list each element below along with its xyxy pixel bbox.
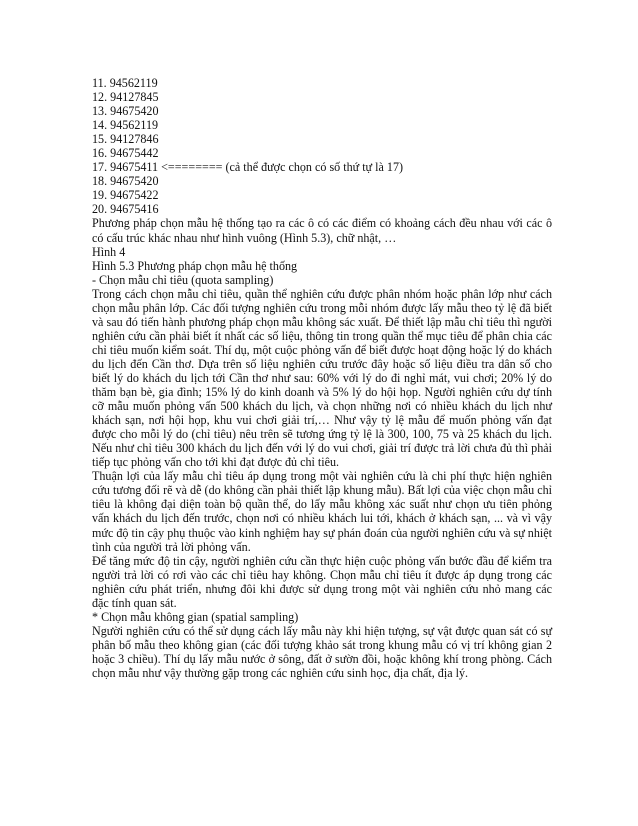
list-item: 16. 94675442 xyxy=(92,146,159,161)
quota-sampling-paragraph: Trong cách chọn mẫu chỉ tiêu, quần thể nghiên cứu được phân nhóm hoặc phân lớp như cách chọn mẫu phân lớp. Các đối tượng nghiên cứu trong mỗi nhóm được lấy mẫu theo tỷ lệ đã biết và sau đó tiến hành phương pháp chọn mẫu không sác xuất. Để thiết lập mẫu chỉ tiêu thì người nghiên cứu cần phải biết ít nhất các số liệu, thông tin trong quần thể mục tiêu để phân chia các chỉ tiêu muốn kiểm soát. Thí dụ, một cuộc phỏng vấn để biết được hoạt động hoặc lý do khách du lịch đến Cần thơ. Dựa trên số liệu nghiên cứu trước đây hoặc số liệu điều tra dân số cho biết lý do khách du lịch tới Cần thơ như sau: 60% với lý do đi nghỉ mát, vui chơi; 20% lý do thăm bạn bè, gia đình; 15% lý do kinh doanh và 5% lý do hội họp. Người nghiên cứu dự tính cỡ mẫu muốn phỏng vấn 500 khách du lịch, và chọn những nơi có nhiều khách du lịch như khách sạn, nơi hội họp, khu vui chơi giải trí,… Như vậy tỷ lệ mẫu để muốn phỏng vấn đạt được cho mỗi lý do (chỉ tiêu) nêu trên sẽ tương ứng tỷ lệ là 300, 100, 75 và 25 khách du lịch. Nếu như chỉ tiêu 300 khách du lịch đến với lý do vui chơi, giải trí được trả lời chưa đủ thì phải tiếp tục phỏng vấn cho tới khi đạt được đủ chỉ tiêu. xyxy=(92,286,552,470)
list-item: 14. 94562119 xyxy=(92,118,159,133)
document-page xyxy=(92,76,552,680)
spatial-sampling-heading: * Chọn mẫu không gian (spatial sampling) xyxy=(92,609,299,624)
list-item-selected: 17. 94675411 <======== (cả thể được chọn có số thứ tự là 17) xyxy=(92,160,404,175)
systematic-sampling-paragraph: Phương pháp chọn mẫu hệ thống tạo ra các ô có các điểm có khoảng cách đều nhau với các ô có cấu trúc khác nhau như hình vuông (Hình 5.3), chữ nhật, … xyxy=(92,216,552,245)
list-item: 13. 94675420 xyxy=(92,104,159,119)
list-item: 12. 94127845 xyxy=(92,90,159,105)
list-item: 18. 94675420 xyxy=(92,174,159,189)
list-item: 20. 94675416 xyxy=(92,202,159,217)
list-item: 11. 94562119 xyxy=(92,76,158,90)
list-item: 19. 94675422 xyxy=(92,188,159,203)
quota-sampling-heading: - Chọn mẫu chỉ tiêu (quota sampling) xyxy=(92,272,274,287)
spatial-sampling-paragraph: Người nghiên cứu có thể sử dụng cách lấy mẫu này khi hiện tượng, sự vật được quan sát có sự phân bố mẫu theo không gian (các đối tượng khảo sát trong khung mẫu có vị trí không gian 2 hoặc 3 chiều). Thí dụ lấy mẫu nước ở sông, đất ở sườn đồi, hoặc không khí trong phòng. Cách chọn mẫu như vậy thường gặp trong các nghiên cứu sinh học, địa chất, địa lý. xyxy=(92,623,552,680)
list-item: 15. 94127846 xyxy=(92,132,159,147)
reliability-paragraph: Để tăng mức độ tin cậy, người nghiên cứu cần thực hiện cuộc phỏng vấn bước đầu để kiểm tra người trả lời có rơi vào các chỉ tiêu hay không. Chọn mẫu chỉ tiêu ít được áp dụng trong các nghiên cứu phát triển, nhưng đôi khi được sử dụng trong một vài nghiên cứu nhỏ mang các đặc tính quan sát. xyxy=(92,553,552,610)
figure-reference: Hình 4 xyxy=(92,244,126,259)
figure-caption: Hình 5.3 Phương pháp chọn mẫu hệ thống xyxy=(92,258,298,273)
advantage-paragraph: Thuận lợi của lấy mẫu chỉ tiêu áp dụng trong một vài nghiên cứu là chi phí thực hiện nghiên cứu tương đối rẽ và dễ (do không cần phải thiết lập khung mẫu). Bất lợi của việc chọn mẫu chỉ tiêu là không đại diện toàn bộ quần thể, do lấy mẫu không xác suất như chọn ưu tiên phỏng vấn khách du lịch đến trước, chọn nơi có nhiều khách lui tới, khách ở khách sạn, ... và vì vậy mức độ tin cậy phụ thuộc vào kinh nghiệm hay sự phán đoán của người nghiên cứu và sự nhiệt tình của người trả lời phỏng vấn. xyxy=(92,469,552,554)
